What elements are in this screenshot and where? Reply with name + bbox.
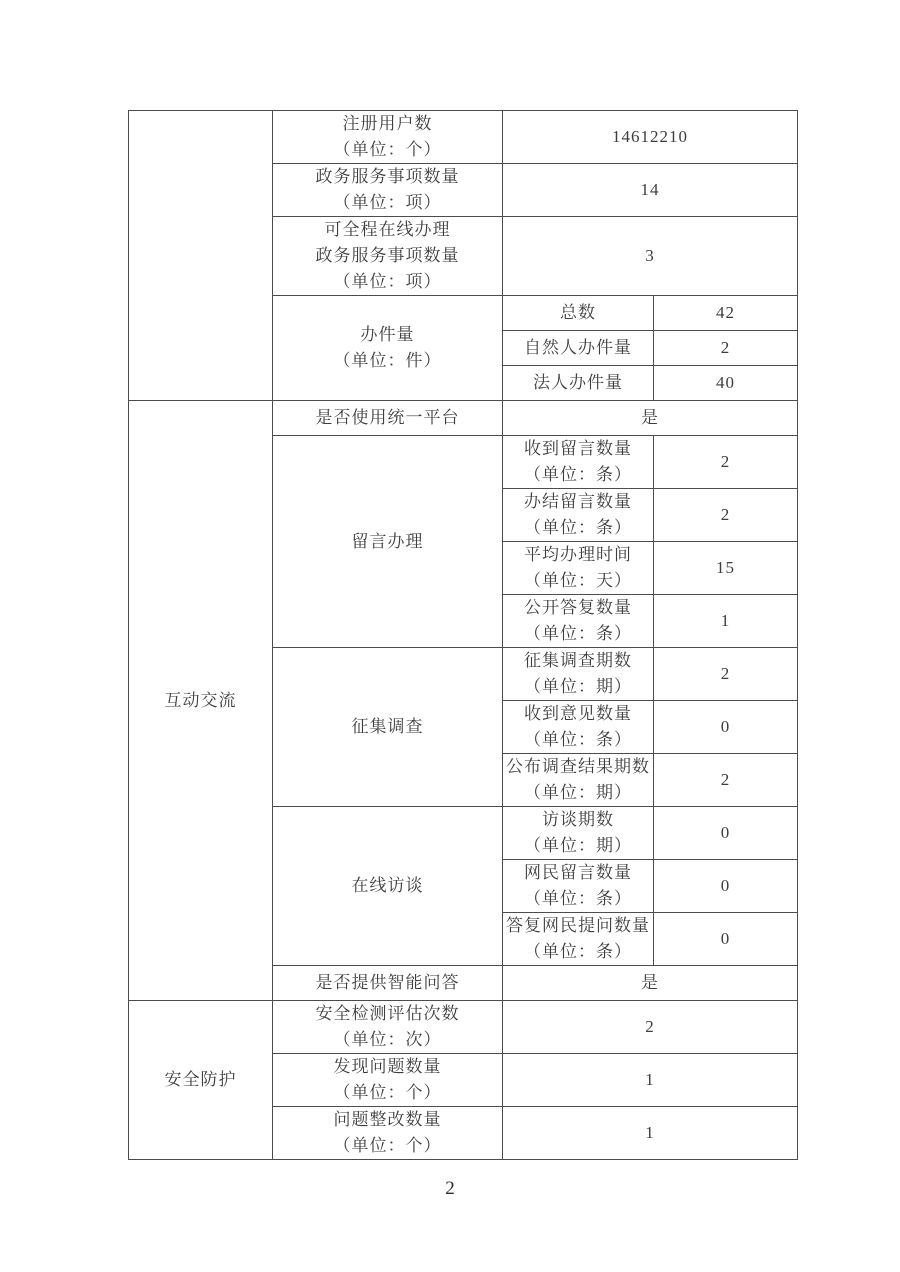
metric-value: 3	[503, 217, 798, 296]
metric-label: 安全检测评估次数	[315, 1004, 460, 1023]
submetric-unit: （单位：条）	[524, 624, 632, 643]
submetric-unit: （单位：条）	[524, 730, 632, 749]
group-label-cell: 征集调查	[273, 648, 503, 807]
submetric-label: 公开答复数量	[524, 598, 632, 617]
submetric-label-cell	[503, 595, 654, 648]
submetric-label-cell	[503, 807, 654, 860]
submetric-label: 总数	[503, 296, 654, 331]
submetric-label-cell	[503, 913, 654, 966]
metric-value: 是	[503, 966, 798, 1001]
metric-label-cell: 是否提供智能问答	[273, 966, 503, 1001]
metric-label: 问题整改数量	[333, 1110, 442, 1129]
metric-unit: （单位：项）	[333, 272, 442, 291]
submetric-label: 自然人办件量	[503, 331, 654, 366]
metric-value: 是	[503, 401, 798, 436]
submetric-unit: （单位：条）	[524, 942, 632, 961]
metric-label-cell	[273, 164, 503, 217]
category-cell-empty	[129, 111, 273, 401]
submetric-label: 网民留言数量	[524, 863, 632, 882]
submetric-label: 征集调查期数	[524, 651, 632, 670]
submetric-label-cell	[503, 701, 654, 754]
submetric-value: 2	[654, 436, 798, 489]
submetric-label: 法人办件量	[503, 366, 654, 401]
submetric-value: 2	[654, 331, 798, 366]
metric-label-cell	[273, 1001, 503, 1054]
submetric-value: 0	[654, 701, 798, 754]
group-label-cell: 留言办理	[273, 436, 503, 648]
submetric-label: 办结留言数量	[524, 492, 632, 511]
group-label: 办件量	[360, 325, 415, 344]
submetric-value: 2	[654, 648, 798, 701]
metric-label-cell	[273, 111, 503, 164]
submetric-unit: （单位：期）	[524, 677, 632, 696]
report-table	[128, 110, 798, 1160]
submetric-label-cell	[503, 754, 654, 807]
metric-unit: （单位：项）	[333, 193, 442, 212]
category-cell-anquan: 安全防护	[129, 1001, 273, 1160]
category-cell-hudong: 互动交流	[129, 401, 273, 1001]
submetric-label: 答复网民提问数量	[506, 916, 650, 935]
metric-value: 1	[503, 1107, 798, 1160]
submetric-value: 42	[654, 296, 798, 331]
metric-unit: （单位：个）	[333, 1136, 442, 1155]
submetric-unit: （单位：条）	[524, 465, 632, 484]
metric-unit: （单位：次）	[333, 1030, 442, 1049]
submetric-unit: （单位：期）	[524, 836, 632, 855]
submetric-label: 公布调查结果期数	[506, 757, 650, 776]
page-number: 2	[445, 1178, 455, 1199]
submetric-label: 收到留言数量	[524, 439, 632, 458]
submetric-value: 40	[654, 366, 798, 401]
submetric-value: 2	[654, 754, 798, 807]
submetric-unit: （单位：期）	[524, 783, 632, 802]
group-label-cell: 在线访谈	[273, 807, 503, 966]
submetric-unit: （单位：条）	[524, 889, 632, 908]
metric-value: 1	[503, 1054, 798, 1107]
metric-label: 政务服务事项数量	[315, 246, 460, 265]
group-unit: （单位：件）	[333, 351, 442, 370]
metric-unit: （单位：个）	[333, 1083, 442, 1102]
metric-label-cell	[273, 217, 503, 296]
metric-label: 可全程在线办理	[324, 220, 451, 239]
submetric-value: 0	[654, 860, 798, 913]
submetric-unit: （单位：条）	[524, 518, 632, 537]
submetric-label: 访谈期数	[542, 810, 614, 829]
submetric-label-cell	[503, 860, 654, 913]
submetric-unit: （单位：天）	[524, 571, 632, 590]
submetric-value: 2	[654, 489, 798, 542]
submetric-label-cell	[503, 542, 654, 595]
submetric-label: 收到意见数量	[524, 704, 632, 723]
metric-label-cell: 是否使用统一平台	[273, 401, 503, 436]
group-label-cell	[273, 296, 503, 401]
submetric-label-cell	[503, 489, 654, 542]
metric-label-cell	[273, 1107, 503, 1160]
submetric-label-cell	[503, 648, 654, 701]
metric-label-cell	[273, 1054, 503, 1107]
metric-label: 政务服务事项数量	[315, 167, 460, 186]
metric-value: 2	[503, 1001, 798, 1054]
metric-value: 14	[503, 164, 798, 217]
submetric-value: 1	[654, 595, 798, 648]
submetric-value: 0	[654, 807, 798, 860]
metric-label: 发现问题数量	[333, 1057, 442, 1076]
submetric-label: 平均办理时间	[524, 545, 632, 564]
submetric-label-cell	[503, 436, 654, 489]
submetric-value: 15	[654, 542, 798, 595]
metric-value: 14612210	[503, 111, 798, 164]
metric-unit: （单位：个）	[333, 140, 442, 159]
metric-label: 注册用户数	[342, 114, 433, 133]
submetric-value: 0	[654, 913, 798, 966]
